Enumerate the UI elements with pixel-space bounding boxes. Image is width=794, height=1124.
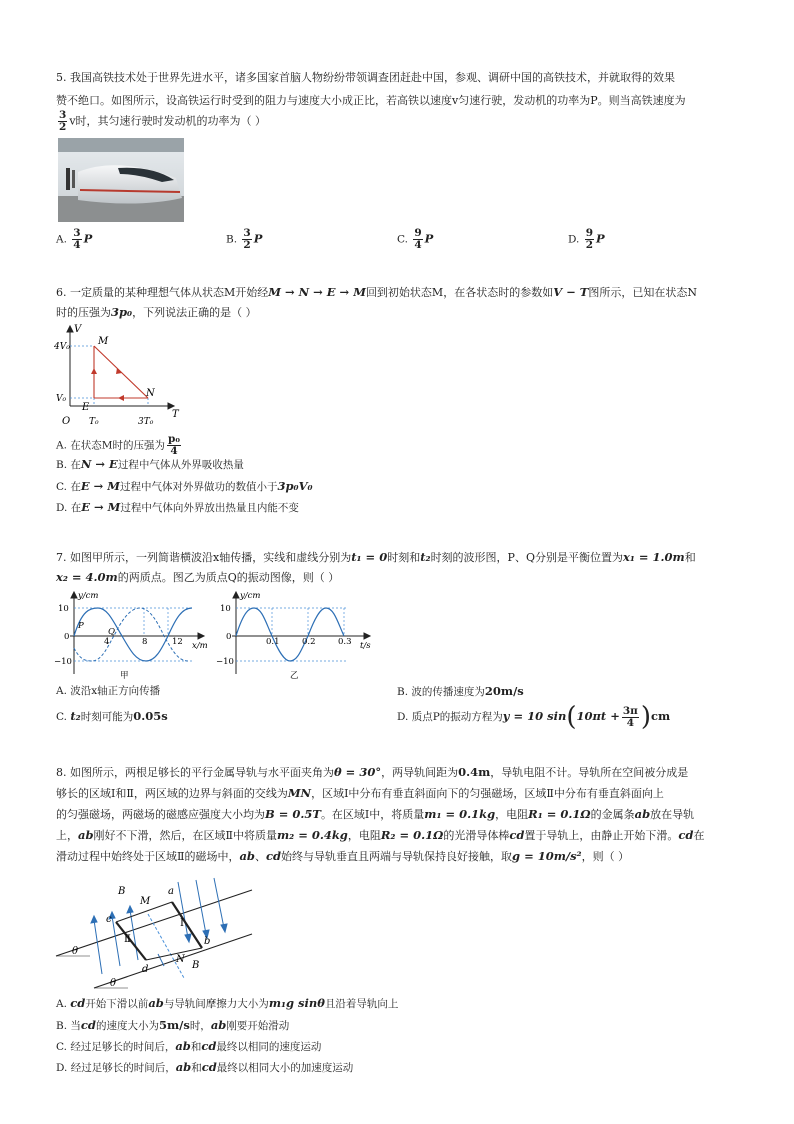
q5-option-b[interactable]: B. $\frac{3}{2}$ P — [226, 227, 263, 251]
q8-line-2: 够长的区域Ⅰ和Ⅱ，两区域的边界与斜面的交线为MN，区域Ⅰ中分布有垂直斜面向下的匀强磁场，区域Ⅱ中分布有垂直斜面向上 — [56, 786, 664, 800]
yi-y-label: y/cm — [240, 591, 261, 601]
q8-rail-diagram — [54, 870, 254, 995]
q5-line-3: $\frac{3}{2}$ v时，其匀速行驶时发动机的功率为（ ） — [59, 109, 267, 133]
yi-tick-0-3: 0.3 — [338, 637, 352, 647]
jia-tick-neg10: −10 — [54, 657, 72, 667]
jia-tick-12: 12 — [172, 637, 183, 647]
q6-option-d[interactable]: D. 在E → M过程中气体向外界放出热量且内能不变 — [56, 500, 299, 514]
jia-tick-4: 4 — [104, 637, 110, 647]
q8-option-d[interactable]: D. 经过足够长的时间后，ab和cd最终以相同大小的加速度运动 — [56, 1060, 354, 1074]
label-region-1: Ⅰ — [180, 918, 184, 929]
q5-line-1: 5. 我国高铁技术处于世界先进水平，诸多国家首脑人物纷纷带领调查团赶赴中国，参观、调研中国的高铁技术，并就取得的效果 — [56, 71, 675, 84]
label-n: N — [176, 954, 185, 965]
point-q: Q — [108, 627, 115, 637]
jia-tick-0: 0 — [64, 632, 70, 642]
label-region-2: Ⅱ — [124, 934, 131, 945]
jia-x-label: x/m — [192, 641, 208, 651]
tick-v0: V₀ — [56, 394, 67, 404]
q6-line-2: 时的压强为3p₀，下列说法正确的是（ ） — [56, 305, 257, 319]
t-axis-label: T — [172, 409, 179, 420]
point-e: E — [82, 402, 90, 413]
q8-line-4: 上，ab刚好不下滑，然后，在区域Ⅱ中将质量m₂ = 0.4kg，电阻R₂ = 0.1Ω的光滑导体棒cd置于导轨上，由静止开始下滑。cd在 — [56, 828, 705, 842]
origin-label: O — [62, 416, 71, 427]
q7-line-2: x₂ = 4.0m的两质点。图乙为质点Q的振动图像，则（ ） — [56, 570, 340, 584]
q8-option-b[interactable]: B. 当cd的速度大小为5m/s时，ab刚要开始滑动 — [56, 1018, 290, 1032]
label-d: d — [142, 964, 149, 975]
label-theta-2: θ — [110, 978, 117, 989]
point-m: M — [98, 336, 109, 347]
q7-option-c[interactable]: C. t₂时刻可能为0.05s — [56, 709, 168, 723]
q5-option-c[interactable]: C. $\frac{9}{4}$ P — [397, 227, 434, 251]
q5-option-a[interactable]: A. $\frac{3}{4}$ P — [56, 227, 93, 251]
jia-tick-8: 8 — [142, 637, 148, 647]
tick-3t0: 3T₀ — [138, 417, 154, 427]
caption-yi: 乙 — [290, 671, 299, 680]
q7-option-a[interactable]: A. 波沿x轴正方向传播 — [56, 685, 161, 697]
jia-y-label: y/cm — [78, 591, 99, 601]
yi-x-label: t/s — [360, 641, 371, 651]
q6-option-c[interactable]: C. 在E → M过程中气体对外界做功的数值小于3p₀V₀ — [56, 479, 313, 493]
label-b-top: B — [118, 886, 126, 897]
q7-vibration-graph-yi — [210, 588, 380, 683]
q8-option-a[interactable]: A. cd开始下滑以前ab与导轨间摩擦力大小为m₁g sinθ且沿着导轨向上 — [56, 996, 399, 1010]
q7-option-d[interactable]: D. 质点P的振动方程为y = 10 sin(10πt + $\frac{3\pi}{4}$ )cm — [397, 702, 671, 732]
q5-line-2: 赞不绝口。如图所示，设高铁运行时受到的阻力与速度大小成正比，若高铁以速度v匀速行驶，发动机的功率为P。则当高铁速度为 — [56, 94, 686, 107]
q6-line-1: 6. 一定质量的某种理想气体从状态M开始经M → N → E → M回到初始状态M，在各状态时的参数如V − T图所示，已知在状态N — [56, 285, 697, 299]
q6-option-a[interactable]: A. 在状态M时的压强为 $\frac{\text{p₀}}{4}$ — [56, 433, 180, 457]
yi-tick-0-1: 0.1 — [266, 637, 280, 647]
q7-option-b[interactable]: B. 波的传播速度为20m/s — [397, 684, 524, 698]
label-b-point: b — [204, 936, 211, 947]
q6-option-b[interactable]: B. 在N → E过程中气体从外界吸收热量 — [56, 457, 244, 471]
label-b-bottom: B — [192, 960, 200, 971]
q8-line-5: 滑动过程中始终处于区域Ⅱ的磁场中，ab、cd始终与导轨垂直且两端与导轨保持良好接触，取g = 10m/s²，则（ ） — [56, 849, 630, 863]
v-axis-label: V — [74, 324, 82, 335]
high-speed-train-photo — [58, 138, 184, 222]
tick-4v0: 4V₀ — [54, 342, 70, 352]
q8-line-1: 8. 如图所示，两根足够长的平行金属导轨与水平面夹角为θ = 30°，两导轨间距为0.4m，导轨电阻不计。导轨所在空间被分成是 — [56, 765, 689, 779]
yi-tick-neg10: −10 — [216, 657, 234, 667]
speed-fraction: $\frac{3}{2}$ — [59, 109, 67, 133]
label-m: M — [140, 896, 151, 907]
label-c: c — [106, 914, 112, 925]
label-a: a — [168, 886, 174, 897]
point-p: P — [78, 621, 84, 631]
tick-t0: T₀ — [89, 417, 99, 427]
jia-tick-10: 10 — [58, 604, 69, 614]
q7-wave-graph-jia — [52, 588, 212, 683]
yi-tick-10: 10 — [220, 604, 231, 614]
label-theta-1: θ — [72, 946, 79, 957]
caption-jia: 甲 — [120, 671, 129, 680]
point-n: N — [146, 388, 155, 399]
q8-option-c[interactable]: C. 经过足够长的时间后，ab和cd最终以相同的速度运动 — [56, 1039, 322, 1053]
q7-line-1: 7. 如图甲所示，一列简谐横波沿x轴传播，实线和虚线分别为t₁ = 0时刻和t₂时刻的波形图，P、Q分别是平衡位置为x₁ = 1.0m和 — [56, 550, 696, 564]
yi-tick-0: 0 — [226, 632, 232, 642]
q8-line-3: 的匀强磁场，两磁场的磁感应强度大小均为B = 0.5T。在区域Ⅰ中，将质量m₁ = 0.1kg，电阻R₁ = 0.1Ω的金属条ab放在导轨 — [56, 807, 695, 821]
yi-tick-0-2: 0.2 — [302, 637, 316, 647]
q5-option-d[interactable]: D. $\frac{9}{2}$ P — [568, 227, 605, 251]
q6-vt-graph — [52, 322, 192, 433]
